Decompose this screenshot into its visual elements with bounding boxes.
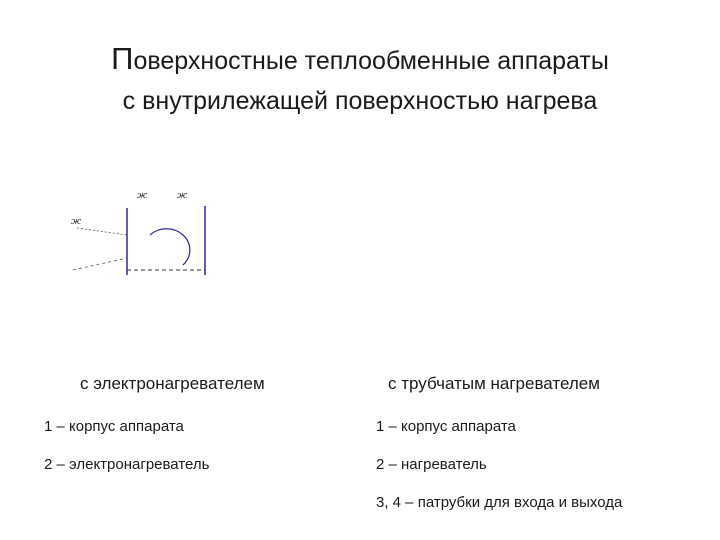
diagram-label-2: ж bbox=[177, 191, 188, 201]
slide-title-line-1 bbox=[0, 42, 720, 78]
heat-exchanger-diagram bbox=[55, 180, 235, 280]
legend-right-item-1: 1 – корпус аппарата bbox=[376, 418, 516, 435]
legend-right-item-2: 2 – нагреватель bbox=[376, 456, 487, 473]
heater-loop bbox=[150, 229, 190, 265]
slide-title-line-2: с внутрилежащей поверхностью нагрева bbox=[122, 87, 598, 115]
caption-tubular-heater: с трубчатым нагревателем bbox=[388, 374, 600, 393]
diagram-label-1: ж bbox=[137, 191, 148, 201]
legend-right-item-3: 3, 4 – патрубки для входа и выхода bbox=[376, 494, 623, 511]
title-initial-letter: П bbox=[111, 41, 134, 76]
diagram-label-3: ж bbox=[71, 217, 82, 227]
leader-line-lower bbox=[73, 258, 127, 270]
legend-left-item-1: 1 – корпус аппарата bbox=[44, 418, 184, 435]
caption-electric-heater: с электронагревателем bbox=[80, 374, 265, 393]
title-line-1-text: оверхностные теплообменные аппараты bbox=[133, 47, 609, 75]
legend-left-item-2: 2 – электронагреватель bbox=[44, 456, 210, 473]
leader-line-upper bbox=[77, 228, 127, 235]
